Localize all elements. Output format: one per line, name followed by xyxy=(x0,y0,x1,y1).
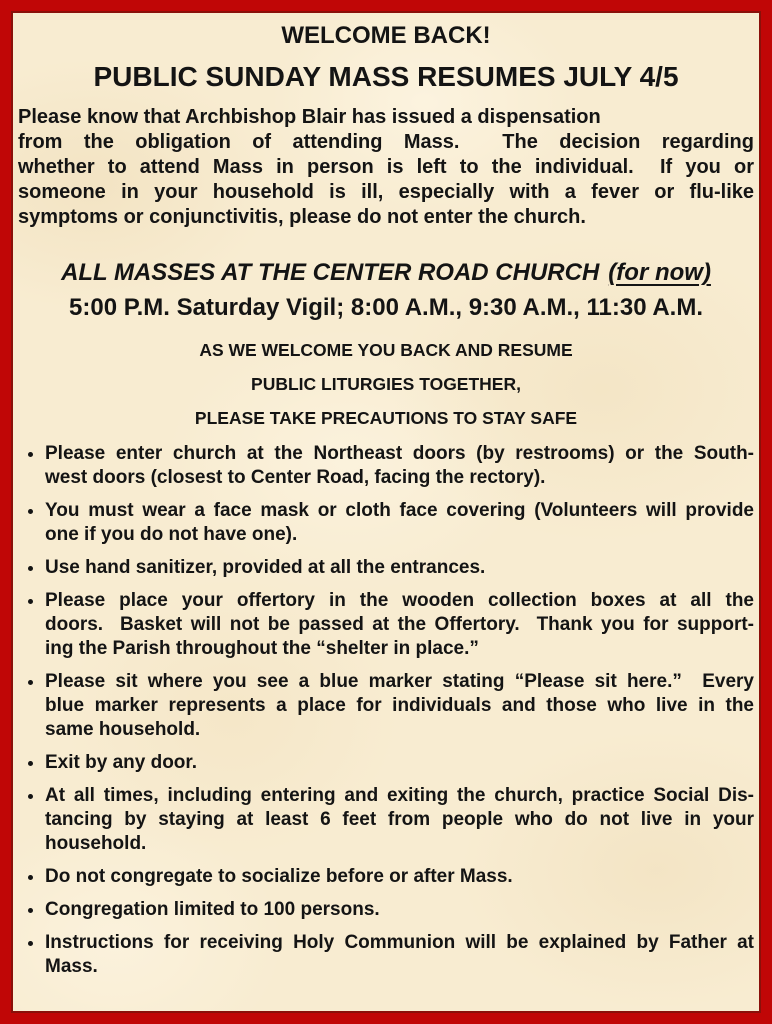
text-line: Exit by any door. xyxy=(45,752,198,773)
bullet-dot-icon xyxy=(28,941,33,946)
masses-for-now-note: (for now) xyxy=(608,259,711,286)
subheading-line: PLEASE TAKE PRECAUTIONS TO STAY SAFE xyxy=(194,408,578,428)
precaution-item xyxy=(18,898,754,922)
text-line: Please enter church at the Northeast doors (by restrooms) or the South- xyxy=(45,443,754,464)
text-line: At all times, including entering and exiting the church, practice Social Dis- xyxy=(45,785,754,806)
subheading-line: PUBLIC LITURGIES TOGETHER, xyxy=(251,374,521,394)
bullet-dot-icon xyxy=(28,875,33,880)
text-line: blue marker represents a place for individuals and those who live in the xyxy=(45,695,754,716)
heading-mass-resumes: PUBLIC SUNDAY MASS RESUMES JULY 4/5 xyxy=(93,61,679,92)
bullet-dot-icon xyxy=(28,680,33,685)
text-line: doors. Basket will not be passed at the Offertory. Thank you for support- xyxy=(45,614,754,635)
precaution-item xyxy=(18,670,754,742)
precaution-text xyxy=(45,442,754,490)
masses-location-heading xyxy=(18,257,754,288)
text-line: Please sit where you see a blue marker stating “Please sit here.” Every xyxy=(45,671,754,692)
text-line: one if you do not have one). xyxy=(45,524,298,545)
precaution-text xyxy=(45,751,754,775)
intro-paragraph xyxy=(18,105,754,230)
precaution-item xyxy=(18,556,754,580)
bullet-dot-icon xyxy=(28,761,33,766)
precaution-item xyxy=(18,499,754,547)
text-line: west doors (closest to Center Road, facing the rectory). xyxy=(45,467,546,488)
bullet-dot-icon xyxy=(28,452,33,457)
text-line: whether to attend Mass in person is left to the individual. If you or xyxy=(18,156,754,178)
text-line: Mass. xyxy=(45,956,98,977)
text-line: Do not congregate to socialize before or after Mass. xyxy=(45,866,513,887)
text-line: same household. xyxy=(45,719,201,740)
precaution-text xyxy=(45,589,754,661)
precaution-item xyxy=(18,751,754,775)
precaution-item xyxy=(18,442,754,490)
text-line: You must wear a face mask or cloth face covering (Volunteers will provide xyxy=(45,500,754,521)
masses-location-text: ALL MASSES AT THE CENTER ROAD CHURCH xyxy=(61,259,600,286)
bullet-dot-icon xyxy=(28,566,33,571)
bullet-dot-icon xyxy=(28,794,33,799)
text-line: Use hand sanitizer, provided at all the entrances. xyxy=(45,557,486,578)
mass-times: 5:00 P.M. Saturday Vigil; 8:00 A.M., 9:30 A.M., 11:30 A.M. xyxy=(69,294,703,321)
precaution-text xyxy=(45,931,754,979)
precaution-text xyxy=(45,865,754,889)
precaution-item xyxy=(18,784,754,856)
precaution-item xyxy=(18,931,754,979)
precaution-text xyxy=(45,499,754,547)
bullet-dot-icon xyxy=(28,908,33,913)
text-line: symptoms or conjunctivitis, please do not enter the church. xyxy=(18,206,586,228)
precaution-text xyxy=(45,670,754,742)
text-line: from the obligation of attending Mass. The decision regarding xyxy=(18,131,754,153)
text-line: Please know that Archbishop Blair has issued a dispensation xyxy=(18,106,601,128)
text-line: Congregation limited to 100 persons. xyxy=(45,899,380,920)
text-line: ing the Parish throughout the “shelter in place.” xyxy=(45,638,479,659)
bullet-dot-icon xyxy=(28,509,33,514)
heading-welcome-back: WELCOME BACK! xyxy=(281,22,491,49)
bullet-dot-icon xyxy=(28,599,33,604)
welcome-subheadings xyxy=(18,340,754,428)
text-line: Please place your offertory in the wooden collection boxes at all the xyxy=(45,590,754,611)
subheading-line: AS WE WELCOME YOU BACK AND RESUME xyxy=(199,340,573,360)
text-line: someone in your household is ill, especially with a fever or flu-like xyxy=(18,181,754,203)
precaution-text xyxy=(45,784,754,856)
precaution-item xyxy=(18,589,754,661)
text-line: tancing by staying at least 6 feet from people who do not live in your xyxy=(45,809,754,830)
text-line: household. xyxy=(45,833,147,854)
text-line: Instructions for receiving Holy Communion will be explained by Father at xyxy=(45,932,754,953)
precautions-list xyxy=(18,442,754,979)
precaution-text xyxy=(45,556,754,580)
precaution-item xyxy=(18,865,754,889)
precaution-text xyxy=(45,898,754,922)
